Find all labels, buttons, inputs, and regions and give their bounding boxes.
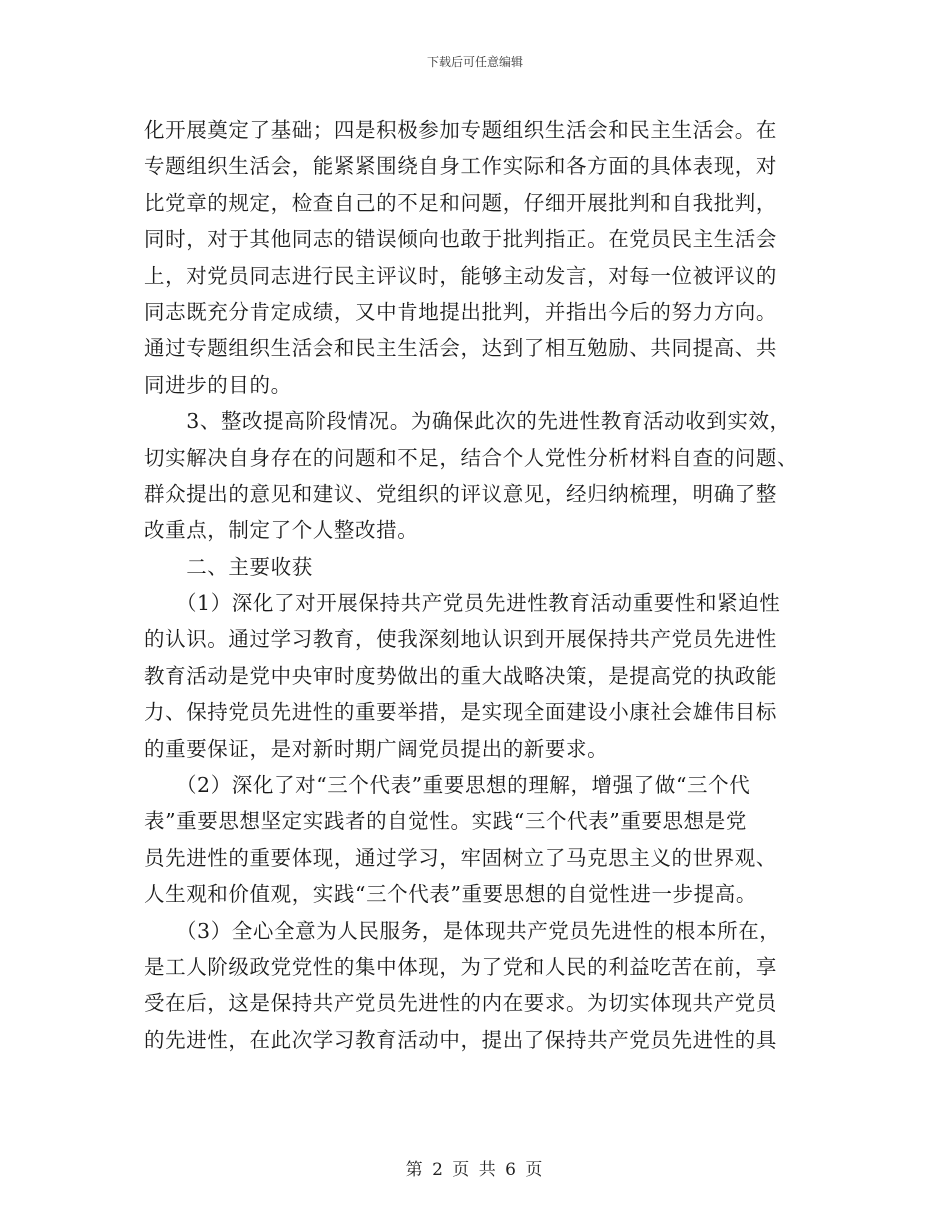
page-header: 下载后可任意编辑 xyxy=(426,55,523,69)
text-line: 同进步的目的。 xyxy=(144,372,292,397)
text-line: 是工人阶级政党党性的集中体现，为了党和人民的利益吃苦在前，享 xyxy=(144,954,777,979)
text-line: 同时，对于其他同志的错误倾向也敢于批判指正。在党员民主生活会 xyxy=(144,227,777,252)
text-line: （3）全心全意为人民服务，是体现共产党员先进性的根本所在， xyxy=(144,918,781,943)
text-line: 的认识。通过学习教育，使我深刻地认识到开展保持共产党员先进性 xyxy=(144,627,777,652)
text-line: （2）深化了对“三个代表”重要思想的理解，增强了做“三个代 xyxy=(144,773,751,798)
text-line: 3、整改提高阶段情况。为确保此次的先进性教育活动收到实效， xyxy=(144,409,791,434)
text-line: 切实解决自身存在的问题和不足，结合个人党性分析材料自查的问题、 xyxy=(144,445,799,470)
text-line: 员先进性的重要体现，通过学习，牢固树立了马克思主义的世界观、 xyxy=(144,845,777,870)
text-line: 通过专题组织生活会和民主生活会，达到了相互勉励、共同提高、共 xyxy=(144,336,777,361)
text-line: 化开展奠定了基础；四是积极参加专题组织生活会和民主生活会。在 xyxy=(144,118,777,142)
page-number-footer: 第 2 页 共 6 页 xyxy=(405,1160,545,1180)
text-line: 上，对党员同志进行民主评议时，能够主动发言，对每一位被评议的 xyxy=(144,263,777,288)
text-line: 的重要保证，是对新时期广阔党员提出的新要求。 xyxy=(144,736,609,761)
text-line: 同志既充分肯定成绩，又中肯地提出批判，并指出今后的努力方向。 xyxy=(144,299,777,324)
text-line: （1）深化了对开展保持共产党员先进性教育活动重要性和紧迫性 xyxy=(144,591,781,616)
section-heading: 二、主要收获 xyxy=(144,554,313,579)
text-line: 力、保持党员先进性的重要举措，是实现全面建设小康社会雄伟目标 xyxy=(144,700,777,725)
body-text xyxy=(144,112,804,1058)
text-line: 表”重要思想坚定实践者的自觉性。实践“三个代表”重要思想是党 xyxy=(144,809,747,834)
text-line: 比党章的规定，检查自己的不足和问题，仔细开展批判和自我批判， xyxy=(144,190,777,215)
text-line: 专题组织生活会，能紧紧围绕自身工作实际和各方面的具体表现，对 xyxy=(144,154,777,179)
text-line: 人生观和价值观，实践“三个代表”重要思想的自觉性进一步提高。 xyxy=(144,882,757,907)
text-line: 改重点，制定了个人整改措。 xyxy=(144,518,419,543)
text-line: 受在后，这是保持共产党员先进性的内在要求。为切实体现共产党员 xyxy=(144,991,777,1016)
text-line: 群众提出的意见和建议、党组织的评议意见，经归纳梳理，明确了整 xyxy=(144,481,777,506)
text-line: 教育活动是党中央审时度势做出的重大战略决策，是提高党的执政能 xyxy=(144,663,777,688)
text-line: 的先进性，在此次学习教育活动中，提出了保持共产党员先进性的具 xyxy=(144,1027,777,1052)
